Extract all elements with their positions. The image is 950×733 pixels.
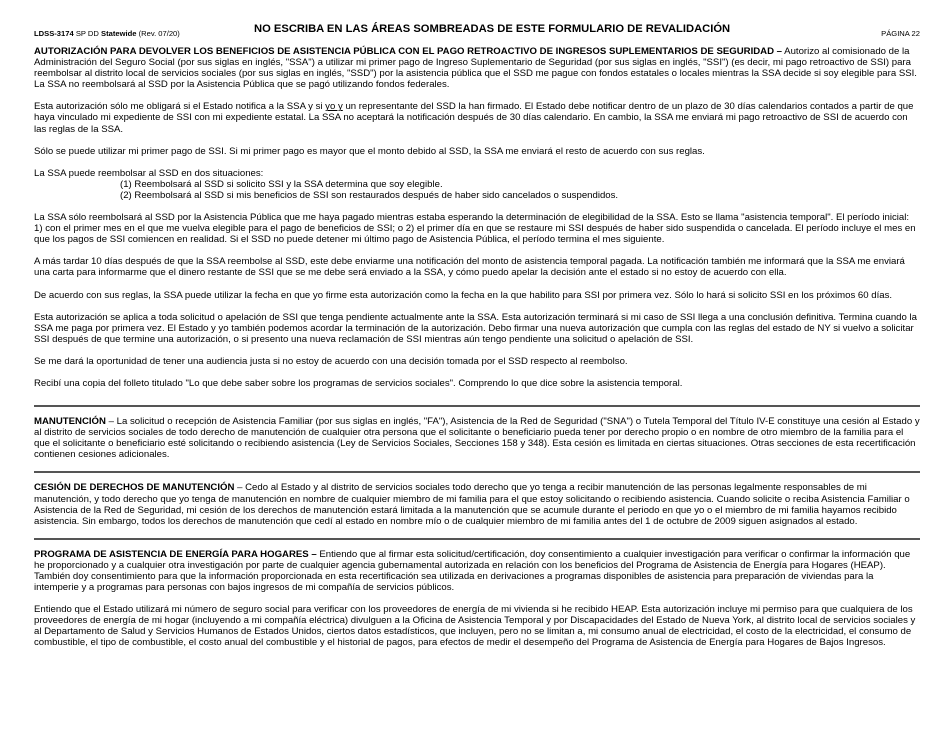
form-code: LDSS-3174 [34,29,74,38]
ssi-situations-lead: La SSA puede reembolsar al SSD en dos situaciones: [34,167,264,179]
support-heading: MANUTENCIÓN [34,416,106,428]
page-header [34,24,920,46]
ssi-intro-text: Autorizo al comisionado de la Administración del Seguro Social (por sus siglas en inglés, "SSA") a utilizar mi primer pago de Ingreso Suplementario de Seguridad (por sus siglas en inglés, "SSI") (es decir, mi pago retroactivo de SSI) para reembolsar al distrito local de servicios sociales (por sus siglas en inglés, "SSD") por la asistencia pública que el SSD me pague con fondos estatales o locales mientras la SSA decide si soy elegible para SSI. La SSA no reembolsará al SSD por la Asistencia Pública que se pagó utilizando fondos federales. [34,46,917,91]
ssi-paragraph-6: A más tardar 10 días después de que la SSA reembolse al SSD, este debe enviarme una notificación del monto de asistencia temporal pagada. La notificación también me informará que la SSA me enviará una carta para informarme que el dinero restante de SSI que se me debe será enviado a la SSA, y cómo puedo apelar la decisión ante el estado si no estoy de acuerdo con ella. [34,256,905,279]
section-divider [34,471,920,473]
heap-section [34,549,920,649]
ssi-section [34,46,920,389]
ssi-situation-item: (2) Reembolsará al SSD si mis beneficios de SSI son restaurados después de haber sido cancelados o suspendidos. [120,189,619,201]
ssi-intro [34,46,920,90]
form-scope: Statewide [101,29,137,38]
page-title: NO ESCRIBA EN LAS ÁREAS SOMBREADAS DE ESTE FORMULARIO DE REVALIDACIÓN [254,23,731,35]
support-paragraph [34,416,920,460]
ssi-p2-a: Esta autorización sólo me obligará si el Estado notifica a la SSA y si [34,101,326,113]
ssi-p2-b: un representante del SSD la han firmado. El Estado debe notificar dentro de un plazo de 30 días calendarios contados a partir de que haya vinculado mi expediente de SSI con mi expediente estatal. La SSA no aceptará la notificación después de 30 días calendario. En cambio, la SSA me enviará mi pago retroactivo de SSI de acuerdo con las reglas de la SSA. [34,101,914,135]
ssi-situation-item: (1) Reembolsará al SSD si solicito SSI y la SSA determina que soy elegible. [120,178,443,190]
ssi-heading: AUTORIZACIÓN PARA DEVOLVER LOS BENEFICIOS DE ASISTENCIA PÚBLICA CON EL PAGO RETROACTIVO DE INGRESOS SUPLEMENTARIOS DE SEGURIDAD – [34,46,783,57]
ssi-paragraph-7: De acuerdo con sus reglas, la SSA puede utilizar la fecha en que yo firme esta autorización como la fecha en la que habilito para SSI por primera vez. Sólo lo hará si solicito SSI en los próximos 60 días. [34,289,893,301]
support-text: – La solicitud o recepción de Asistencia Familiar (por sus siglas en inglés, "FA"), Asistencia de la Red de Seguridad ("SNA") o Tutela Temporal del Título IV-E constituye una cesión al Estado y al distrito de servicios sociales de todo derecho de manutención de cualquier otra persona que el solicitante o beneficiario pueda tener por derecho propio o en nombre de otro miembro de la familia para el que el solicitante o beneficiario esté solicitando o recibiendo asistencia (Ley de Servicios Sociales, Secciones 158 y 348). Esta cesión es limitada en ciertas situaciones. Otras secciones de esta recertificación contienen cesiones adicionales. [34,416,920,461]
assignment-section [34,482,920,526]
ssi-paragraph-10: Recibí una copia del folleto titulado "Lo que debe saber sobre los programas de servicios sociales". Comprendo lo que dice sobre la asistencia temporal. [34,377,683,389]
ssi-situations [34,168,920,201]
form-id [34,28,180,39]
section-divider [34,538,920,540]
ssi-paragraph-8: Esta autorización se aplica a toda solicitud o apelación de SSI que tenga pendiente actualmente ante la SSA. Esta autorización terminará si mi caso de SSI llega a una conclusión definitiva. Termina cuando la SSA me paga por primera vez. El Estado y yo también podemos acordar la terminación de la autorización. Debo firmar una nueva autorización que cumpla con las reglas del estado de NY si vuelvo a solicitar SSI después de que termine una autorización, o si presento una nueva reclamación de SSI mientras aún tengo pendiente una solicitud o apelación de SSI. [34,311,917,345]
assignment-paragraph [34,482,920,526]
ssi-paragraph-2 [34,101,920,134]
form-suffix: SP DD [75,29,99,38]
ssi-paragraph-9: Se me dará la oportunidad de tener una audiencia justa si no estoy de acuerdo con una decisión tomada por el SSD respecto al reembolso. [34,355,628,367]
page-number: PÁGINA 22 [881,29,920,38]
ssi-paragraph-3: Sólo se puede utilizar mi primer pago de SSI. Si mi primer pago es mayor que el monto debido al SSD, la SSA me enviará el resto de acuerdo con sus reglas. [34,145,705,157]
section-divider [34,405,920,407]
form-rev: (Rev. 07/20) [138,29,180,38]
assignment-heading: CESIÓN DE DERECHOS DE MANUTENCIÓN [34,482,235,494]
ssi-p2-underline: yo y [325,101,343,113]
ssi-paragraph-5: La SSA sólo reembolsará al SSD por la Asistencia Pública que me haya pagado mientras estaba esperando la determinación de elegibilidad de la SSA. Esto se llama "asistencia temporal". El período inicial: 1) con el primer mes en el que me vuelva elegible para el pago de beneficios de SSI; o 2) el primer día en que se restaure mi SSI después de haber sido suspendida o cancelada. El período incluye el mes en que los pagos de SSI comiencen en realidad. Si el SSD no puede detener mi último pago de Asistencia Pública, el período termina el mes siguiente. [34,212,916,246]
heap-paragraph-1 [34,549,920,593]
assignment-text: – Cedo al Estado y al distrito de servicios sociales todo derecho que yo tenga a recibir manutención de las personas legalmente responsables de mi manutención, y todo derecho que yo tenga de manutención en nombre de cualquier miembro de mi familia para el que estoy solicitando o recibiendo asistencia. Cuando solicite o reciba Asistencia Familiar o Asistencia de la Red de Seguridad, mi cesión de los derechos de manutención estará limitada a la manutención que se acumule durante el periodo en que yo o el miembro de mi familia hayamos recibido asistencia. Sin embargo, todos los derechos de manutención que cedí al estado en nombre mío o de cualquier miembro de mi familia antes del 1 de octubre de 2009 siguen asignados al estado. [34,482,910,527]
support-section [34,416,920,460]
heap-paragraph-2: Entiendo que el Estado utilizará mi número de seguro social para verificar con los proveedores de energía de mi vivienda si he recibido HEAP. Esta autorización incluye mi permiso para que cualquiera de los proveedores de energía de mi hogar (incluyendo a mi compañía eléctrica) divulguen a la Oficina de Asistencia Temporal y por Discapacidades del Estado de Nueva York, al distrito local de servicios sociales y al Departamento de Salud y Servicios Humanos de Estados Unidos, ciertos datos estadísticos, que incluyen, pero no se limitan a, mi consumo anual de electricidad, el costo de la electricidad, el consumo de combustible, el tipo de combustible, el costo anual del combustible y el historial de pagos, para efectos de medir el desempeño del Programa de Asistencia de Energía para Hogares de Bajos Ingresos. [34,604,916,649]
heap-text: Entiendo que al firmar esta solicitud/certificación, doy consentimiento a cualquier investigación para verificar o confirmar la información que he proporcionado y a cualquier otra investigación por parte de cualquier agencia gubernamental autorizada en relación con los beneficios del Programa de Asistencia de Energía para Hogares (HEAP). También doy consentimiento para que la información proporcionada en esta recertificación sea utilizada en derivaciones a programas disponibles de asistencia para preparación de viviendas para la intemperie y a programas para personas con bajos ingresos de mi compañía de servicios públicos. [34,548,911,594]
heap-heading: PROGRAMA DE ASISTENCIA DE ENERGÍA PARA HOGARES – [34,548,317,560]
